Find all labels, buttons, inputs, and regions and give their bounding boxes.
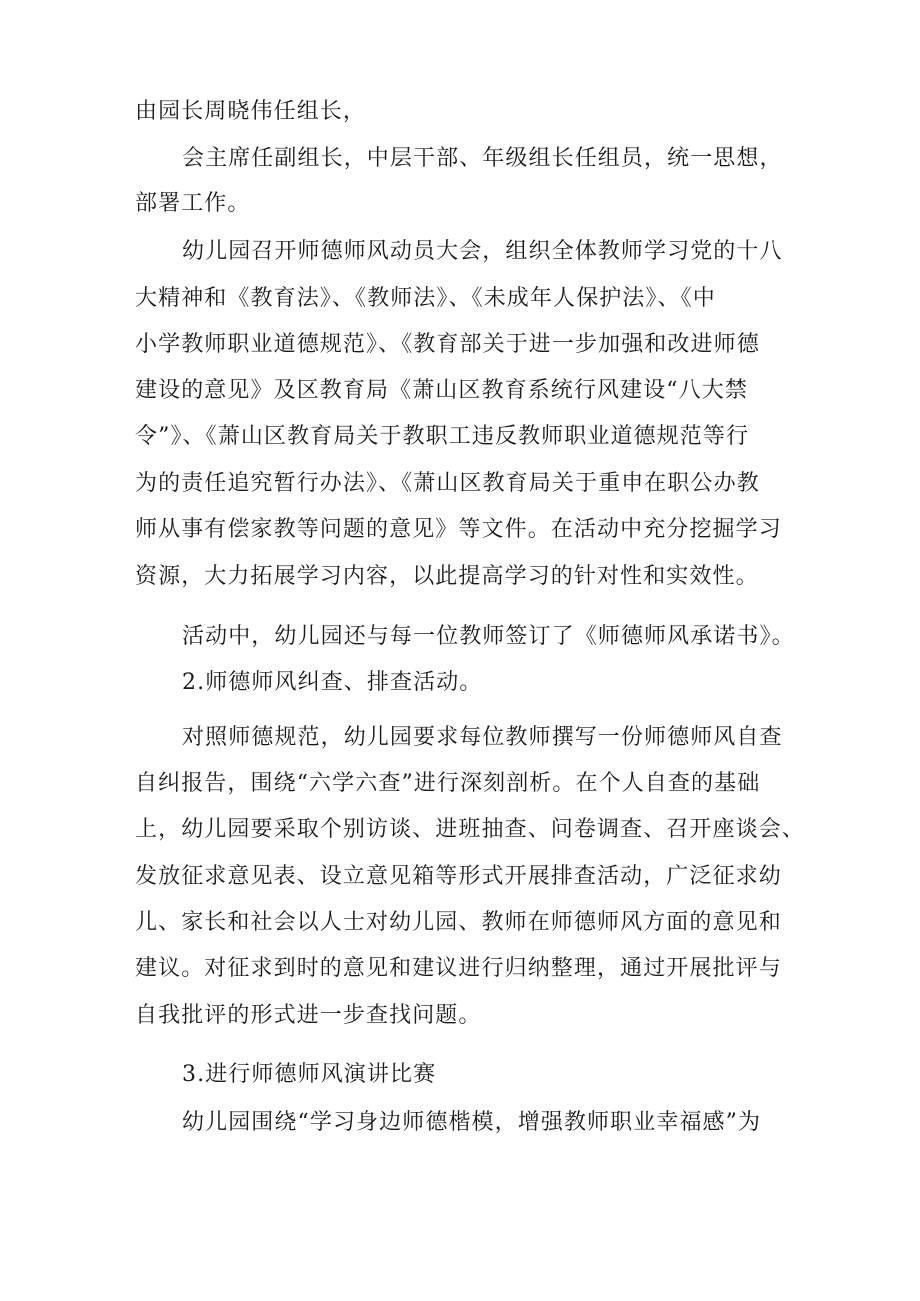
- text-line: 建设的意见》及区教育局《萧山区教育系统行风建设“八大禁: [135, 378, 748, 403]
- text-line: 幼儿园围绕“学习身边师德楷模，增强教师职业幸福感”为: [182, 1110, 762, 1135]
- text-line: 为的责任追究暂行办法》、《萧山区教育局关于重申在职公办教: [135, 471, 760, 496]
- text-line: 上，幼儿园要采取个别访谈、进班抽查、问卷调查、召开座谈会、: [135, 817, 805, 842]
- text-line: 资源，大力拓展学习内容，以此提高学习的针对性和实效性。: [135, 564, 759, 589]
- text-line: 由园长周晓伟任组长，: [135, 99, 367, 124]
- text-line: 小学教师职业道德规范》、《教育部关于进一步加强和改进师德: [135, 332, 760, 357]
- text-line: 自纠报告，围绕“六学六查”进行深刻剖析。在个人自查的基础: [135, 771, 761, 796]
- text-line: 自我批评的形式进一步查找问题。: [135, 1003, 482, 1028]
- text-line: 大精神和《教育法》、《教师法》、《未成年人保护法》、《中: [135, 286, 716, 311]
- text-line: 儿、家长和社会以人士对幼儿园、教师在师德师风方面的意见和: [135, 910, 782, 935]
- text-line: 发放征求意见表、设立意见箱等形式开展排查活动，广泛征求幼: [135, 864, 782, 889]
- section-heading: 2.师德师风纠查、排查活动。: [182, 670, 483, 695]
- text-line: 令”》、《萧山区教育局关于教职工违反教师职业道德规范等行: [135, 424, 750, 449]
- text-line: 部署工作。: [135, 191, 251, 216]
- text-line: 幼儿园召开师德师风动员大会，组织全体教师学习党的十八: [182, 239, 783, 264]
- text-line: 会主席任副组长，中层干部、年级组长任组员，统一思想，: [182, 146, 783, 171]
- text-line: 活动中，幼儿园还与每一位教师签订了《师德师风承诺书》。: [182, 624, 795, 649]
- text-line: 师从事有偿家教等问题的意见》等文件。在活动中充分挖掘学习: [135, 517, 782, 542]
- text-line: 建议。对征求到时的意见和建议进行归纳整理，通过开展批评与: [135, 956, 782, 981]
- section-heading: 3.进行师德师风演讲比赛: [182, 1062, 437, 1087]
- text-line: 对照师德规范，幼儿园要求每位教师撰写一份师德师风自查: [182, 725, 783, 750]
